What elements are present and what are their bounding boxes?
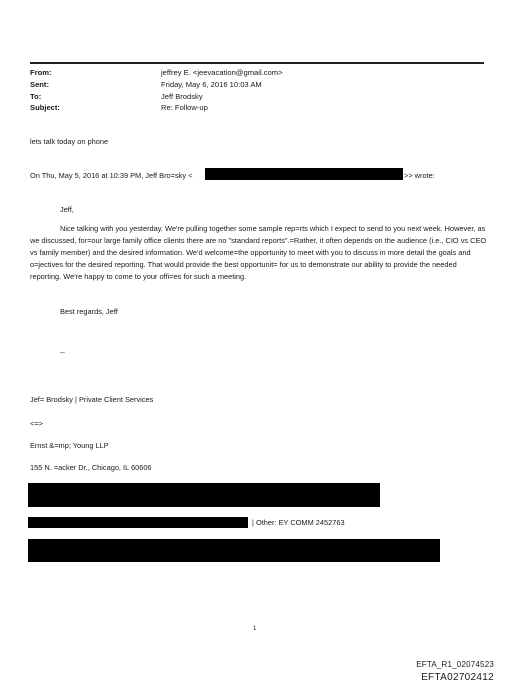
sent-label: Sent: xyxy=(30,80,49,89)
footer-code-bottom: EFTA02702412 xyxy=(421,672,494,683)
signature-bracket-line: <=> xyxy=(30,419,43,428)
quote-intro-prefix: On Thu, May 5, 2016 at 10:39 PM, Jeff Bro=sky < xyxy=(30,171,193,180)
redaction-email-address xyxy=(205,168,403,180)
sent-value: Friday, May 6, 2016 10:03 AM xyxy=(161,80,262,89)
quote-intro-suffix: >> wrote: xyxy=(404,171,435,180)
greeting: Jeff, xyxy=(60,205,74,214)
footer-code-top: EFTA_R1_02074523 xyxy=(416,660,494,669)
from-label: From: xyxy=(30,68,52,77)
header-divider xyxy=(30,62,484,64)
body-paragraph: Nice talking with you yesterday. We're pulling together some sample rep=rts which I expect to send to you next week. However, as we discussed, for=our large family office clients there are no "standard reports".=Rather, it often depends on the audience (i.e., CIO vs CEO vs family member) and the desired information. We'd welcome=the opportunity to meet with you to discuss in more detail the goals and o=jectives for the desired reporting. That would provide the best opportunit= for us to demonstrate our ability to provide the needed reporting. We're happy to come to your offi=es for such a meeting. xyxy=(30,224,487,281)
from-value: jeffrey E. <jeevacation@gmail.com> xyxy=(161,68,283,77)
signature-address: 155 N. =acker Dr., Chicago, IL 60606 xyxy=(30,463,152,472)
subject-label: Subject: xyxy=(30,103,60,112)
redaction-block-2 xyxy=(28,517,248,528)
separator: -- xyxy=(60,348,65,357)
page-number: 1 xyxy=(253,626,257,632)
redaction-block-1 xyxy=(28,483,380,507)
subject-value: Re: Follow-up xyxy=(161,103,208,112)
to-value: Jeff Brodsky xyxy=(161,92,203,101)
closing: Best regards, Jeff xyxy=(60,307,118,316)
body-line: lets talk today on phone xyxy=(30,137,109,146)
redaction-block-3 xyxy=(28,539,440,562)
signature-name-line: Jef= Brodsky | Private Client Services xyxy=(30,395,154,404)
signature-other-line: | Other: EY COMM 2452763 xyxy=(252,518,345,527)
to-label: To: xyxy=(30,92,42,101)
signature-company: Ernst &=mp; Young LLP xyxy=(30,441,109,450)
